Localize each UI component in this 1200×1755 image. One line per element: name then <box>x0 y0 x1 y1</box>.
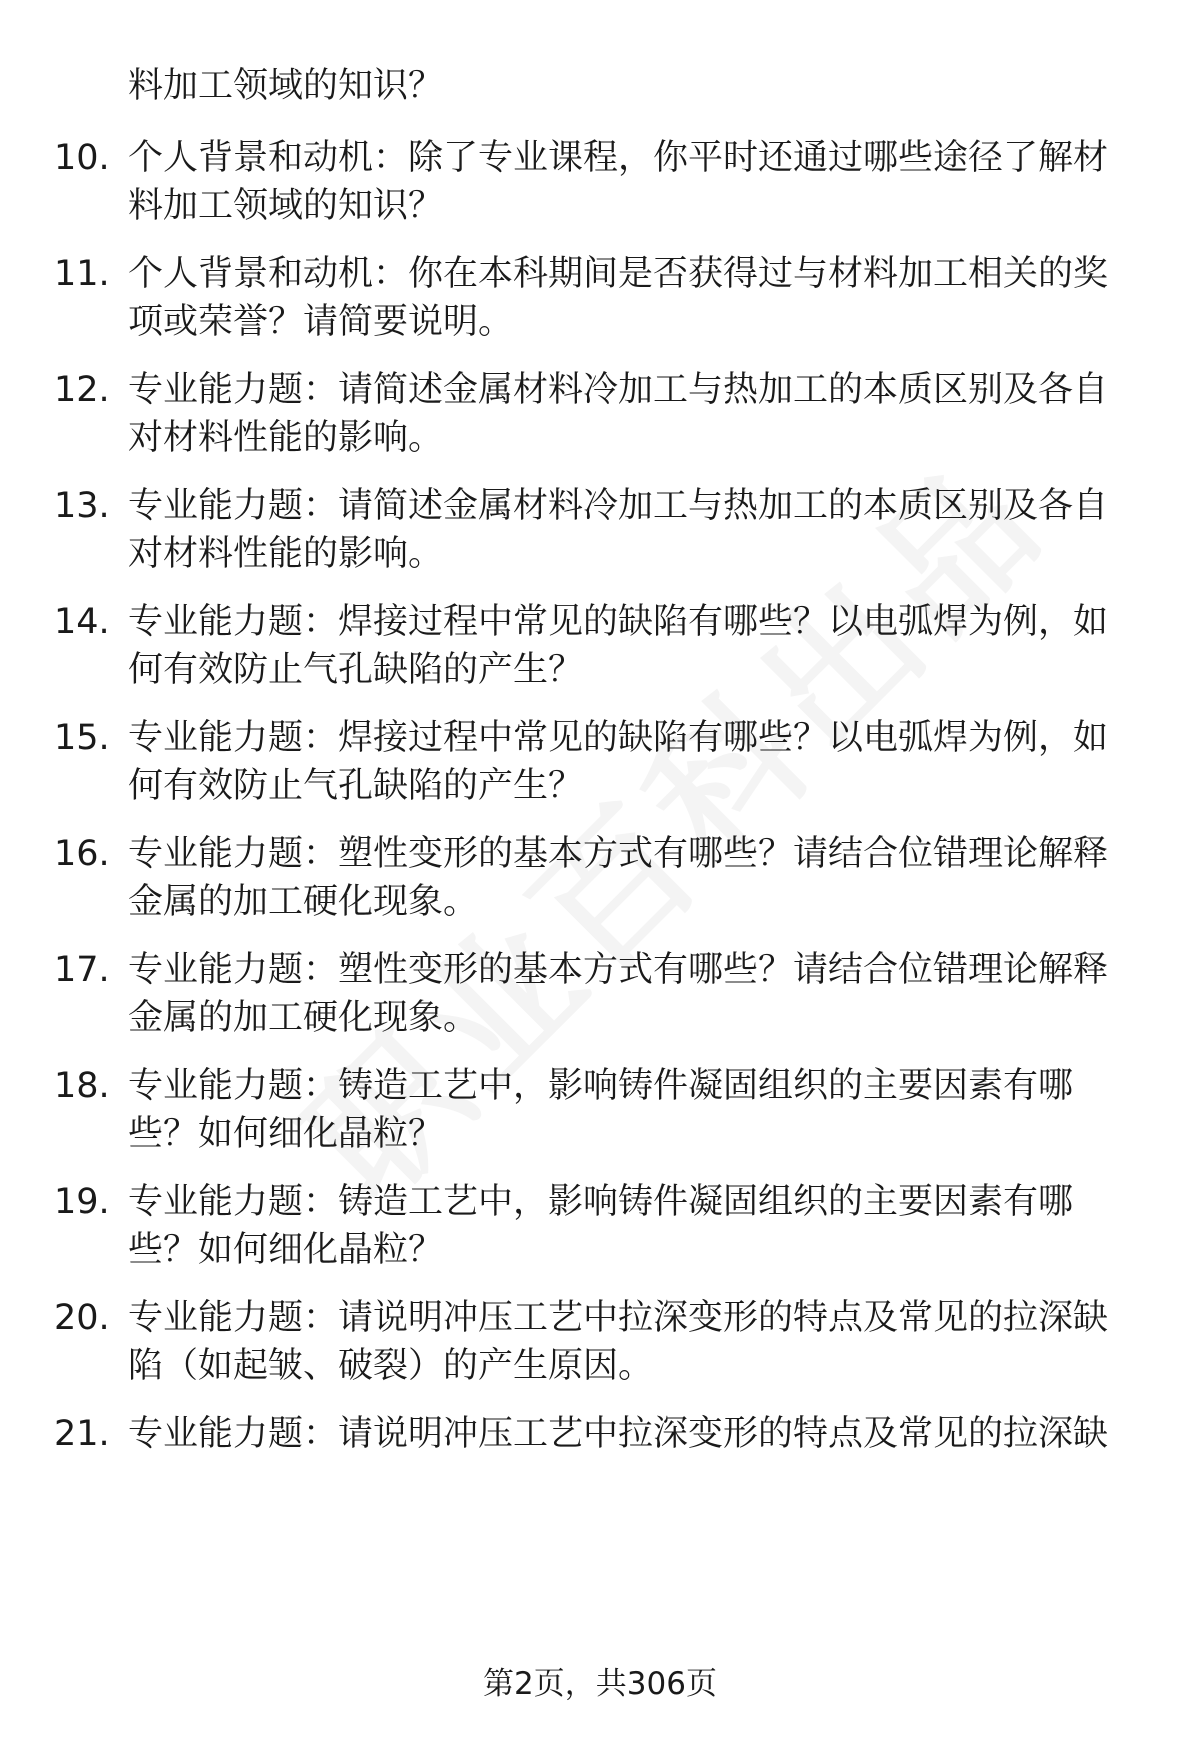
question-number: 12. <box>54 370 110 410</box>
question-line: 专业能力题：请简述金属材料冷加工与热加工的本质区别及各自 <box>128 486 1109 526</box>
question-text <box>128 714 1138 810</box>
question-line: 个人背景和动机：除了专业课程，你平时还通过哪些途径了解材 <box>128 138 1109 178</box>
question-text <box>128 250 1138 346</box>
question-number: 17. <box>54 950 110 990</box>
question-line: 料加工领域的知识？ <box>128 186 444 226</box>
question-number: 11. <box>54 254 110 294</box>
question-line: 对材料性能的影响。 <box>128 534 444 574</box>
question-line: 何有效防止气孔缺陷的产生？ <box>128 650 584 690</box>
question-text <box>128 134 1138 230</box>
continuation-line: 料加工领域的知识？ <box>128 66 444 106</box>
question-line: 专业能力题：铸造工艺中，影响铸件凝固组织的主要因素有哪 <box>128 1066 1074 1106</box>
question-line: 专业能力题：铸造工艺中，影响铸件凝固组织的主要因素有哪 <box>128 1182 1074 1222</box>
question-number: 13. <box>54 486 110 526</box>
question-text <box>128 830 1138 926</box>
question-line: 专业能力题：请说明冲压工艺中拉深变形的特点及常见的拉深缺 <box>128 1414 1109 1454</box>
question-line: 些？如何细化晶粒？ <box>128 1230 444 1270</box>
question-text <box>128 1294 1138 1390</box>
question-line: 专业能力题：请说明冲压工艺中拉深变形的特点及常见的拉深缺 <box>128 1298 1109 1338</box>
question-number: 19. <box>54 1182 110 1222</box>
question-number: 16. <box>54 834 110 874</box>
question-text <box>128 1410 1138 1458</box>
question-number: 15. <box>54 718 110 758</box>
question-number: 18. <box>54 1066 110 1106</box>
question-text <box>128 366 1138 462</box>
question-number: 20. <box>54 1298 110 1338</box>
question-line: 专业能力题：塑性变形的基本方式有哪些？请结合位错理论解释 <box>128 834 1109 874</box>
page-footer: 第2页，共306页 <box>483 1666 717 1702</box>
question-line: 专业能力题：请简述金属材料冷加工与热加工的本质区别及各自 <box>128 370 1109 410</box>
question-line: 个人背景和动机：你在本科期间是否获得过与材料加工相关的奖 <box>128 254 1109 294</box>
question-text <box>128 946 1138 1042</box>
question-line: 何有效防止气孔缺陷的产生？ <box>128 766 584 806</box>
question-line: 专业能力题：焊接过程中常见的缺陷有哪些？以电弧焊为例，如 <box>128 718 1109 758</box>
question-number: 21. <box>54 1414 110 1454</box>
question-line: 金属的加工硬化现象。 <box>128 882 479 922</box>
question-line: 专业能力题：焊接过程中常见的缺陷有哪些？以电弧焊为例，如 <box>128 602 1109 642</box>
question-number: 14. <box>54 602 110 642</box>
question-line: 陷（如起皱、破裂）的产生原因。 <box>128 1346 654 1386</box>
question-line: 项或荣誉？请简要说明。 <box>128 302 514 342</box>
question-number: 10. <box>54 138 110 178</box>
question-line: 些？如何细化晶粒？ <box>128 1114 444 1154</box>
question-text <box>128 598 1138 694</box>
question-line: 专业能力题：塑性变形的基本方式有哪些？请结合位错理论解释 <box>128 950 1109 990</box>
question-text <box>128 1178 1138 1274</box>
question-line: 对材料性能的影响。 <box>128 418 444 458</box>
question-line: 金属的加工硬化现象。 <box>128 998 479 1038</box>
question-text <box>128 1062 1138 1158</box>
question-text <box>128 482 1138 578</box>
